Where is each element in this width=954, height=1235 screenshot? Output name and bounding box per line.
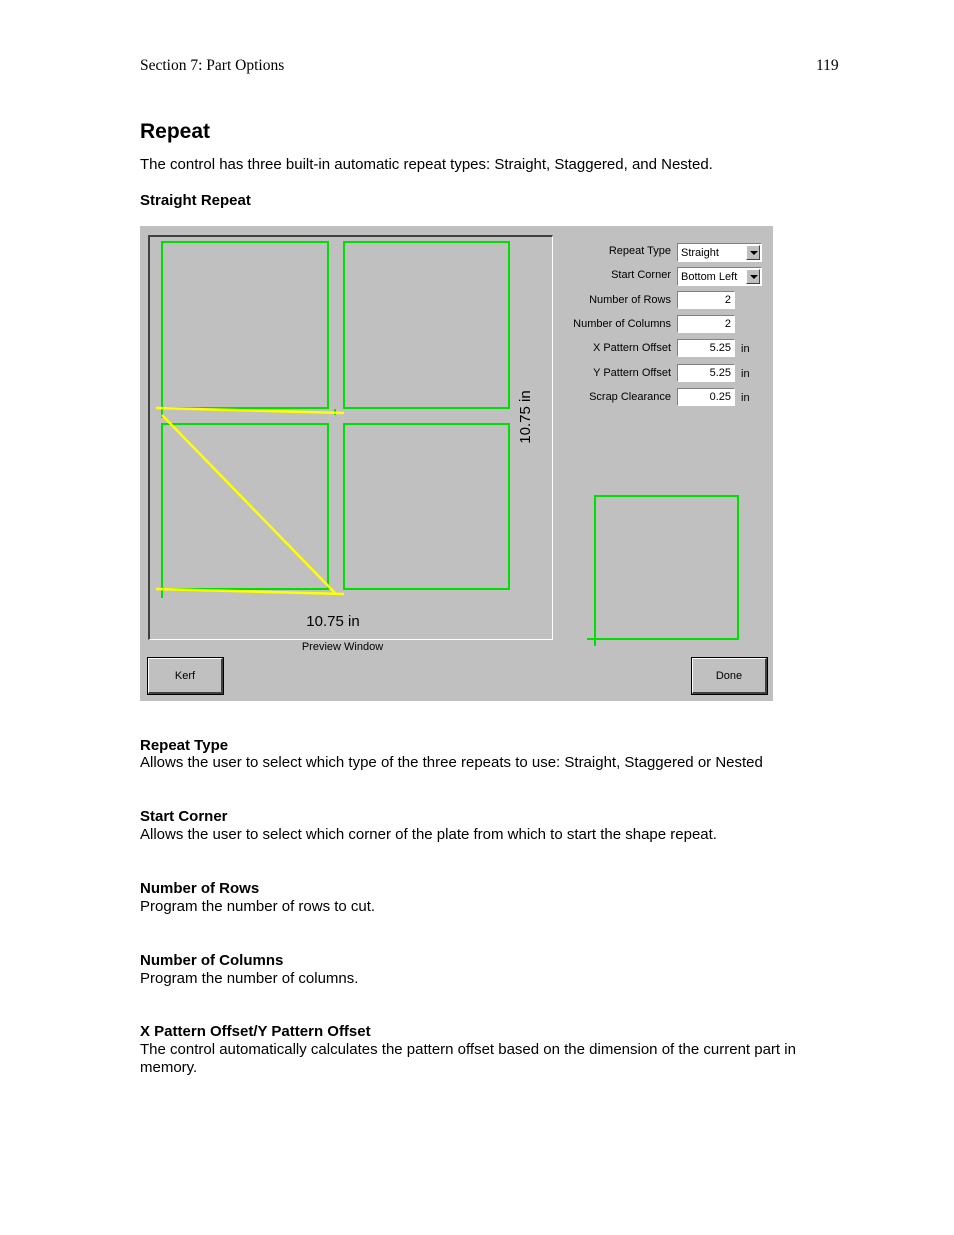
start-corner-label: Start Corner: [611, 269, 671, 281]
cut-path: [156, 408, 344, 594]
part-outline-bottom-right: [344, 424, 509, 589]
x-offset-field[interactable]: 5.25: [677, 339, 735, 357]
preview-canvas: [150, 237, 552, 639]
section-title-number-of-columns: Number of Columns: [140, 952, 284, 969]
section-title-number-of-rows: Number of Rows: [140, 880, 260, 897]
columns-field[interactable]: 2: [677, 315, 735, 333]
height-dimension-label: 10.75 in: [517, 390, 534, 444]
chevron-down-icon[interactable]: [746, 245, 760, 260]
chevron-down-icon[interactable]: [746, 269, 760, 284]
scrap-clearance-unit: in: [741, 392, 750, 404]
rows-field[interactable]: 2: [677, 291, 735, 309]
scrap-clearance-label: Scrap Clearance: [589, 391, 671, 403]
scrap-clearance-field[interactable]: 0.25: [677, 388, 735, 406]
kerf-button[interactable]: Kerf: [148, 658, 223, 694]
y-offset-field[interactable]: 5.25: [677, 364, 735, 382]
repeat-dialog: [140, 226, 773, 701]
rows-label: Number of Rows: [589, 294, 671, 306]
repeat-type-label: Repeat Type: [608, 245, 671, 257]
section-body-number-of-rows: Program the number of rows to cut.: [140, 898, 376, 915]
intro-paragraph: The control has three built-in automatic repeat types: Straight, Staggered, and Nested.: [140, 156, 713, 173]
x-offset-label: X Pattern Offset: [592, 342, 671, 354]
start-corner-value: Bottom Left: [681, 271, 738, 283]
part-outline-bottom-left: [162, 424, 328, 589]
start-corner-select[interactable]: [677, 267, 762, 286]
width-dimension-label: 10.75 in: [306, 613, 360, 630]
part-thumbnail-outline: [595, 496, 738, 639]
part-thumbnail: [587, 494, 742, 649]
preview-window-caption: Preview Window: [301, 641, 384, 653]
section-body-number-of-columns: Program the number of columns.: [140, 970, 359, 987]
y-offset-label: Y Pattern Offset: [593, 367, 671, 379]
preview-window: [148, 235, 553, 640]
section-title-repeat-type: Repeat Type: [140, 737, 229, 754]
part-outline-top-right: [344, 242, 509, 408]
section-body-start-corner: Allows the user to select which corner of the plate from which to start the shape repeat.: [140, 826, 717, 843]
section-body-repeat-type: Allows the user to select which type of the three repeats to use: Straight, Staggered or Nested: [140, 754, 763, 771]
repeat-type-select[interactable]: [677, 243, 762, 262]
page-number: 119: [816, 57, 839, 74]
done-button[interactable]: Done: [692, 658, 767, 694]
columns-label: Number of Columns: [573, 318, 671, 330]
running-header-section: Section 7: Part Options: [140, 57, 285, 74]
x-offset-unit: in: [741, 343, 750, 355]
y-offset-unit: in: [741, 368, 750, 380]
page-title: Repeat: [140, 120, 211, 143]
subheading-straight-repeat: Straight Repeat: [140, 192, 251, 209]
repeat-type-value: Straight: [681, 247, 719, 259]
section-title-pattern-offset: X Pattern Offset/Y Pattern Offset: [140, 1023, 371, 1040]
cut-path-diagonal: [162, 415, 336, 594]
part-outline-top-left: [162, 242, 328, 408]
section-body-pattern-offset: The control automatically calculates the pattern offset based on the dimension of the current part in memory.: [140, 1041, 796, 1076]
section-title-start-corner: Start Corner: [140, 808, 228, 825]
